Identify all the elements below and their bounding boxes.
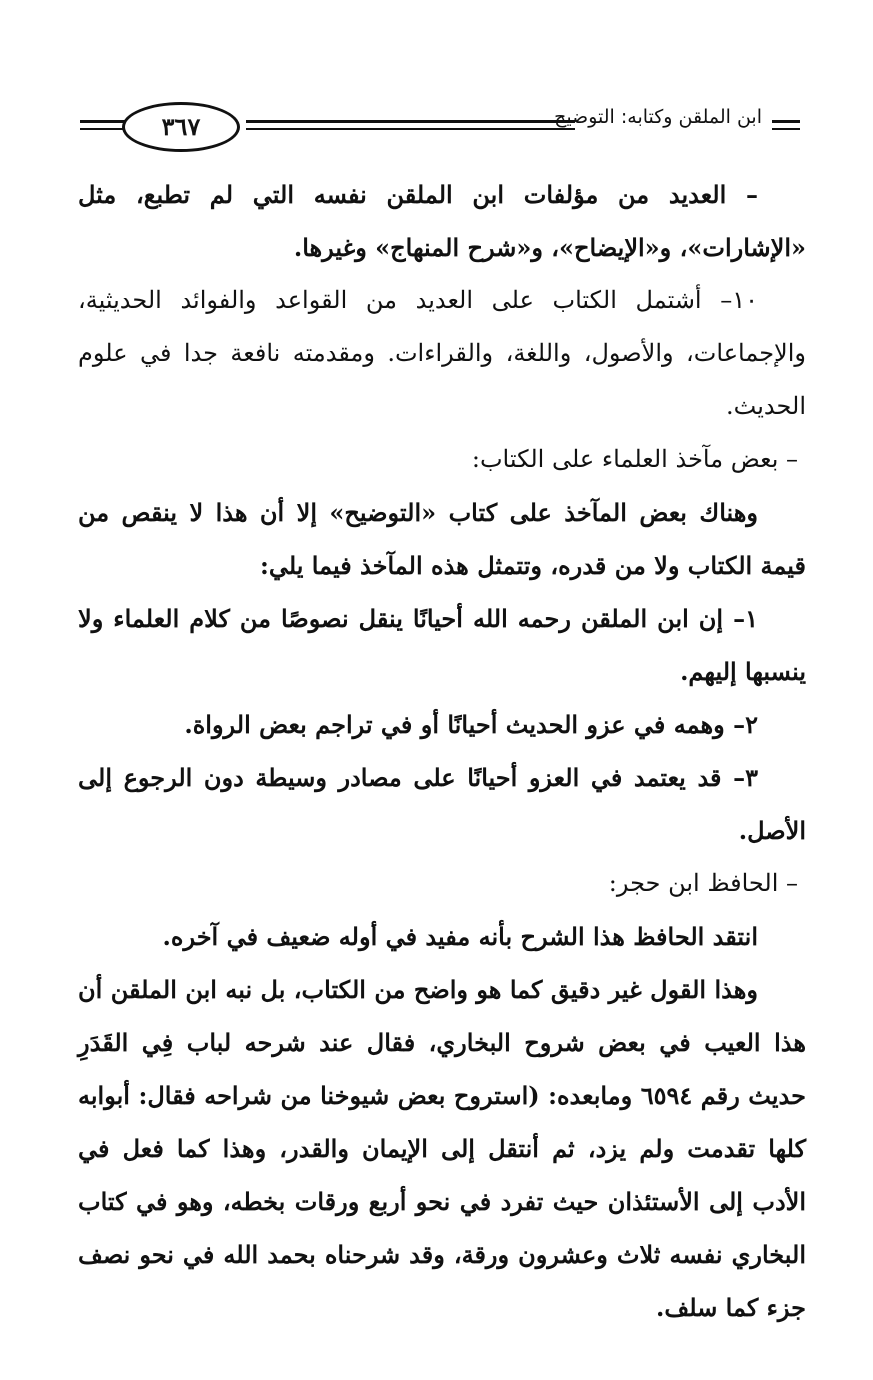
header-rule [772, 120, 800, 123]
paragraph: انتقد الحافظ هذا الشرح بأنه مفيد في أوله ضعيف في آخره. [162, 922, 758, 951]
page-header [80, 94, 800, 160]
header-rule [772, 128, 800, 130]
paragraph: – العديد من مؤلفات ابن الملقن نفسه التي لم تطبع، مثل «الإشارات»، و«الإيضاح»، و«شرح المنهاج» وغيرها. [78, 180, 806, 262]
list-item: ١– إن ابن الملقن رحمه الله أحيانًا ينقل نصوصًا من كلام العلماء ولا ينسبها إليهم. [78, 604, 806, 686]
paragraph: ١٠– أشتمل الكتاب على العديد من القواعد والفوائد الحديثية، والإجماعات، والأصول، واللغة، والقراءات. ومقدمته نافعة جدا في علوم الحديث. [78, 286, 806, 420]
header-rule [246, 128, 575, 130]
header-rule [246, 120, 575, 123]
section-heading: – بعض مآخذ العلماء على الكتاب: [471, 445, 798, 473]
paragraph: وهناك بعض المآخذ على كتاب «التوضيح» إلا أن هذا لا ينقص من قيمة الكتاب ولا من قدره، وتتمثل هذه المآخذ فيما يلي: [78, 498, 806, 580]
paragraph: وهذا القول غير دقيق كما هو واضح من الكتاب، بل نبه ابن الملقن أن هذا العيب في بعض شروح البخاري، فقال عند شرحه لباب فِي القَدَرِ حديث رقم ٦٥٩٤ ومابعده: (استروح بعض شيوخنا من شراحه فقال: أبوابه كلها تقدمت ولم يزد، ثم أنتقل إلى الإيمان والقدر، وهذا كما فعل في الأدب إلى الأستئذان حيث تفرد في نحو أربع ورقات بخطه، وهو في كتاب البخاري نفسه ثلاث وعشرون ورقة، وقد شرحناه بحمد الله في نحو نصف جزء كما سلف. [78, 975, 807, 1322]
page-number: ٣٦٧ [122, 102, 240, 152]
running-title: ابن الملقن وكتابه: التوضيح [554, 106, 762, 128]
list-item: ٣– قد يعتمد في العزو أحيانًا على مصادر وسيطة دون الرجوع إلى الأصل. [78, 763, 806, 845]
section-heading: – الحافظ ابن حجر: [608, 869, 798, 897]
page-body [78, 168, 806, 1334]
list-item: ٢– وهمه في عزو الحديث أحيانًا أو في تراجم بعض الرواة. [184, 710, 758, 739]
